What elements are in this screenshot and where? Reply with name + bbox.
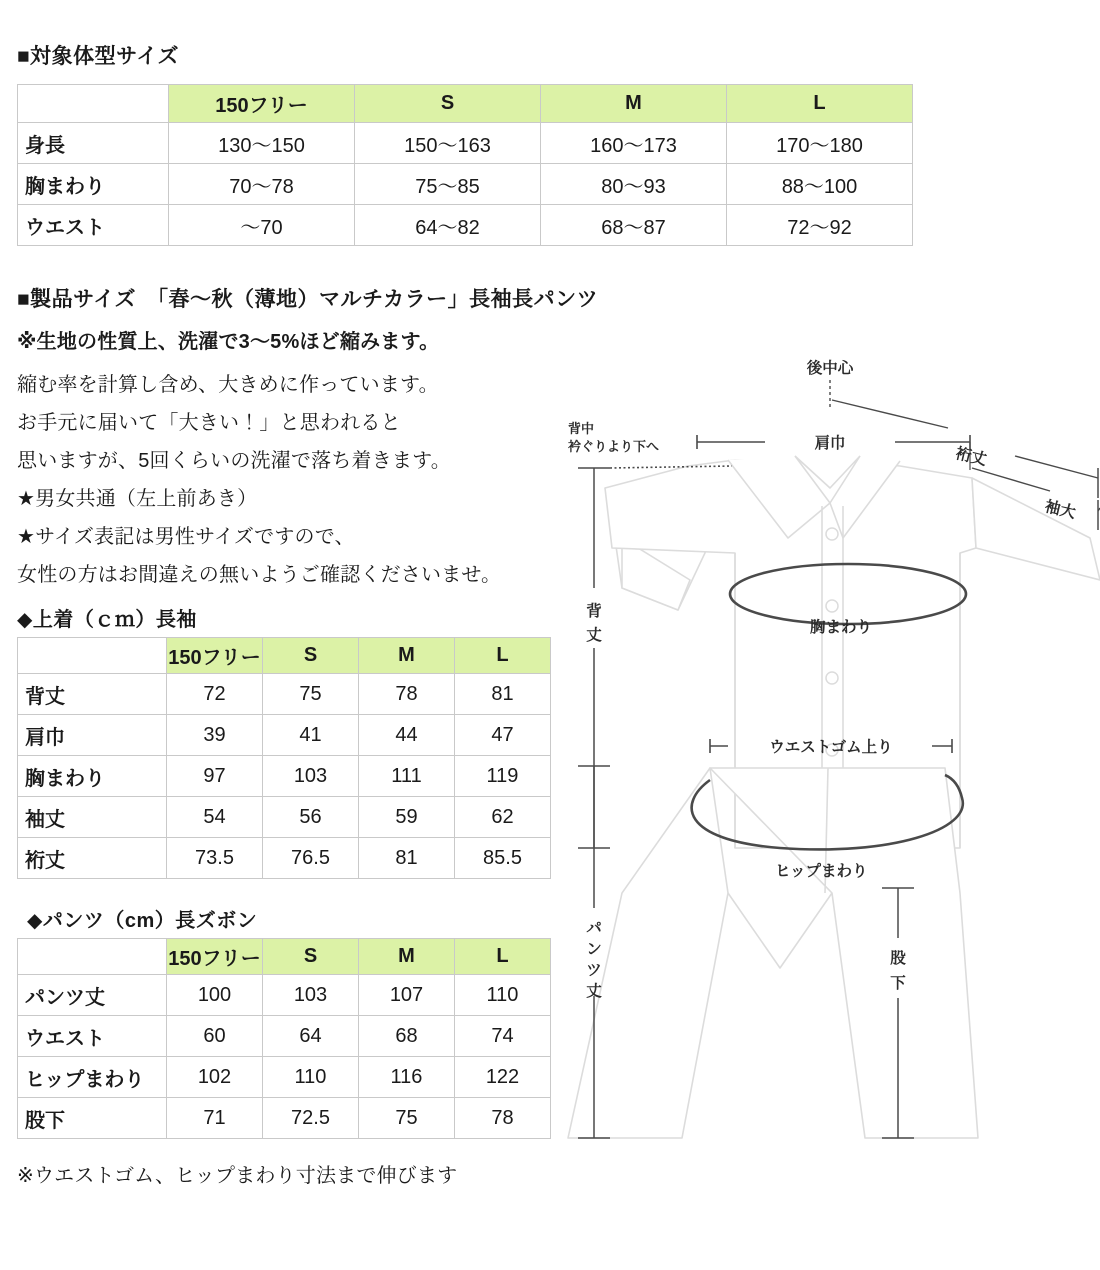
cell: 111 [359,756,455,797]
cell: 41 [263,715,359,756]
table-row [18,756,551,797]
cell: 122 [455,1057,551,1098]
cell: 97 [167,756,263,797]
cell: 160〜173 [541,123,727,164]
corner-cell [18,638,167,674]
label-pants-length-c3: ツ [586,962,602,979]
cell: 110 [263,1057,359,1098]
cell: 73.5 [167,838,263,879]
col-header-s: S [355,85,541,123]
description-line-2: お手元に届いて「大きい！」と思われると [17,412,401,434]
row-header: ウエスト [18,1016,167,1057]
cell: 88〜100 [727,164,913,205]
col-header-m: M [359,939,455,975]
cell: 71 [167,1098,263,1139]
table-row [18,797,551,838]
cell: 72.5 [263,1098,359,1139]
label-hip: ヒップまわり [775,863,868,880]
cell: 78 [455,1098,551,1139]
col-header-l: L [455,638,551,674]
cell: 75 [359,1098,455,1139]
cell: 70〜78 [169,164,355,205]
label-pants-length-c2: ン [586,941,602,958]
body-size-table [17,84,913,246]
col-header-m: M [359,638,455,674]
cell: 100 [167,975,263,1016]
cell: 59 [359,797,455,838]
description-line-1: 縮む率を計算し含め、大きめに作っています。 [17,374,439,396]
label-sleeve-full: 裄丈 [954,445,989,469]
cell: 130〜150 [169,123,355,164]
sleeve-full-dim-a [832,400,948,428]
label-back-neck-line1: 背中 [568,421,595,436]
row-header: 裄丈 [18,838,167,879]
cell: 76.5 [263,838,359,879]
cell: 68〜87 [541,205,727,246]
corner-cell [18,939,167,975]
label-pants-length-c1: パ [586,920,602,937]
cell: 64〜82 [355,205,541,246]
cell: 47 [455,715,551,756]
cell: 102 [167,1057,263,1098]
jacket-size-table [17,637,551,879]
cell: 44 [359,715,455,756]
label-inseam-c1: 股 [890,950,906,967]
section2-heading: ■製品サイズ 「春〜秋（薄地）マルチカラー」長袖長パンツ [17,288,599,311]
cell: 107 [359,975,455,1016]
cell: 56 [263,797,359,838]
cell: 39 [167,715,263,756]
cell: 60 [167,1016,263,1057]
footer-note: ※ウエストゴム、ヒップまわり寸法まで伸びます [17,1165,458,1187]
section1-heading: ■対象体型サイズ [17,45,180,68]
col-header-150free: 150フリー [169,85,355,123]
row-header: 身長 [18,123,169,164]
table-row [18,205,913,246]
cell: 62 [455,797,551,838]
label-inseam-c2: 下 [890,975,906,992]
row-header: 背丈 [18,674,167,715]
col-header-l: L [727,85,913,123]
sleeve-full-dim-b [1015,456,1098,478]
section3-heading: ◆上着（ｃｍ）長袖 [17,609,197,631]
label-pants-length-c4: 丈 [586,983,602,1000]
cell: 103 [263,975,359,1016]
row-header: 股下 [18,1098,167,1139]
table-header-row [18,85,913,123]
col-header-m: M [541,85,727,123]
table-header-row [18,939,551,975]
description-line-3: 思いますが、5回くらいの洗濯で落ち着きます。 [17,450,451,472]
row-header: 袖丈 [18,797,167,838]
right-sleeve-shape [972,478,1100,580]
cell: 72〜92 [727,205,913,246]
cell: 81 [359,838,455,879]
col-header-s: S [263,638,359,674]
cell: 150〜163 [355,123,541,164]
label-back-neck-line2: 衿ぐりより下へ [568,439,660,454]
cell: 110 [455,975,551,1016]
cell: 78 [359,674,455,715]
table-row [18,838,551,879]
description-line-4: ★男女共通（左上前あき） [17,488,258,510]
cell: 103 [263,756,359,797]
label-back-length-char2: 丈 [586,627,602,644]
table-header-row [18,638,551,674]
table-row [18,715,551,756]
cell: 74 [455,1016,551,1057]
pants-size-table [17,938,551,1139]
cell: 75 [263,674,359,715]
table-row [18,1098,551,1139]
col-header-l: L [455,939,551,975]
row-header: ウエスト [18,205,169,246]
shrink-note: ※生地の性質上、洗濯で3〜5%ほど縮みます。 [17,331,440,353]
cell: 68 [359,1016,455,1057]
label-sleeve-big: 袖大 [1043,498,1078,522]
description-line-6: 女性の方はお間違えの無いようご確認くださいませ。 [17,564,502,586]
row-header: 胸まわり [18,756,167,797]
table-row [18,1016,551,1057]
label-chest: 胸まわり [810,619,873,636]
table-row [18,164,913,205]
cell: 80〜93 [541,164,727,205]
label-shoulder-width: 肩巾 [814,435,846,452]
row-header: パンツ丈 [18,975,167,1016]
cell: 72 [167,674,263,715]
label-back-length-char1: 背 [586,603,602,620]
table-row [18,123,913,164]
cell: 〜70 [169,205,355,246]
row-header: ヒップまわり [18,1057,167,1098]
label-back-center: 後中心 [806,360,854,377]
cell: 116 [359,1057,455,1098]
col-header-150free: 150フリー [167,939,263,975]
cell: 54 [167,797,263,838]
col-header-150free: 150フリー [167,638,263,674]
col-header-s: S [263,939,359,975]
table-row [18,674,551,715]
cell: 81 [455,674,551,715]
description-line-5: ★サイズ表記は男性サイズですので、 [17,526,355,548]
table-row [18,1057,551,1098]
cell: 85.5 [455,838,551,879]
garment-measurement-diagram [560,348,1100,1178]
row-header: 肩巾 [18,715,167,756]
corner-cell [18,85,169,123]
cell: 64 [263,1016,359,1057]
row-header: 胸まわり [18,164,169,205]
cell: 170〜180 [727,123,913,164]
pants-crotch-v [728,893,832,968]
label-waist-elastic: ウエストゴム上り [769,739,893,756]
cell: 119 [455,756,551,797]
cell: 75〜85 [355,164,541,205]
table-row [18,975,551,1016]
section4-heading: ◆パンツ（cm）長ズボン [27,910,258,932]
